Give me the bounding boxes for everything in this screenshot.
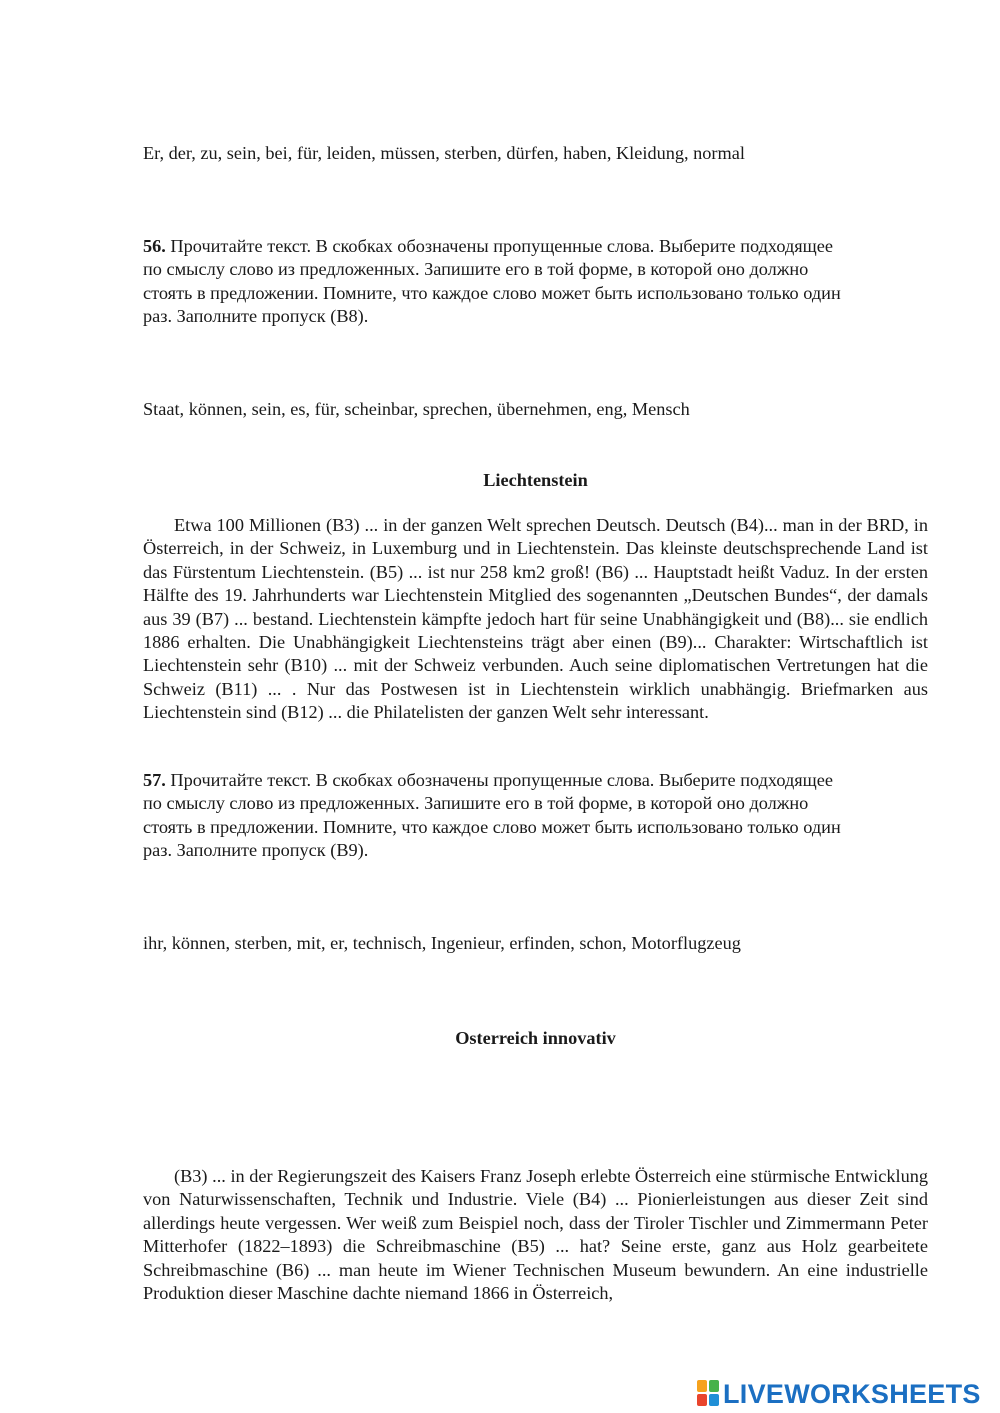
task-56-instructions: [143, 235, 928, 329]
word-list-3: ihr, können, sterben, mit, er, technisch, Ingenieur, erfinden, schon, Motorflugzeug: [143, 933, 741, 953]
text-liechtenstein-body: Etwa 100 Millionen (B3) ... in der ganzen Welt sprechen Deutsch. Deutsch (B4)... man in der BRD, in Österreich, in der Schweiz, in Luxemburg und in Liechtenstein. Das kleinste deutschsprechende Land ist das Fürstentum Liechtenstein. (B5) ... ist nur 258 km2 groß! (B6) ... Hauptstadt heißt Vaduz. In der ersten Hälfte des 19. Jahrhunderts war Liechtenstein Mitglied des sogenannten „Deutschen Bundes“, der damals aus 39 (B7) ... bestand. Liechtenstein kämpfte jedoch hart für seine Unabhängigkeit und (B8)... sie endlich 1886 erhalten. Die Unabhängigkeit Liechtensteins trägt aber einen (B9)... Charakter: Wirtschaftlich ist Liechtenstein sehr (B10) ... mit der Schweiz verbunden. Auch seine diplomatischen Vertretungen hat die Schweiz (B11) ... . Nur das Postwesen ist in Liechtenstein wirklich unabhängig. Briefmarken aus Liechtenstein sind (B12) ... die Philatelisten der ganzen Welt sehr interessant.: [143, 515, 928, 723]
liveworksheets-logo-icon: [697, 1380, 721, 1408]
heading-osterreich: Osterreich innovativ: [455, 1028, 616, 1048]
word-list-2: Staat, können, sein, es, für, scheinbar, sprechen, übernehmen, eng, Mensch: [143, 399, 690, 419]
text-osterreich-body: (B3) ... in der Regierungszeit des Kaisers Franz Joseph erlebte Österreich eine stürmische Entwicklung von Naturwissenschaften, Technik und Industrie. Viele (B4) ... Pionierleistungen aus dieser Zeit sind allerdings heute vergessen. Wer weiß zum Beispiel noch, dass der Tiroler Tischler und Zimmermann Peter Mitterhofer (1822–1893) die Schreibmaschine (B5) ... hat? Seine erste, ganz aus Holz gearbeitete Schreibmaschine (B6) ... man heute im Wiener Technischen Museum bewundern. An eine industrielle Produktion dieser Maschine dachte niemand 1866 in Österreich,: [143, 1166, 928, 1304]
task-56-line: раз. Заполните пропуск (B8).: [143, 306, 369, 327]
text-liechtenstein: [143, 514, 928, 725]
text-osterreich: [143, 1165, 928, 1305]
task-57-line: Прочитайте текст. В скобках обозначены пропущенные слова. Выберите подходящее: [165, 770, 833, 790]
heading-liechtenstein: Liechtenstein: [483, 470, 588, 490]
task-57-instructions: [143, 769, 928, 863]
task-57-line: стоять в предложении. Помните, что каждое слово может быть использовано только один: [143, 816, 841, 837]
liveworksheets-logo: [697, 1378, 981, 1410]
task-56-line: Прочитайте текст. В скобках обозначены пропущенные слова. Выберите подходящее: [165, 236, 833, 256]
liveworksheets-logo-text: LIVEWORKSHEETS: [723, 1379, 981, 1409]
task-56-line: по смыслу слово из предложенных. Запишите его в той форме, в которой оно должно: [143, 259, 809, 280]
task-57-number: 57.: [143, 770, 166, 790]
task-56-line: стоять в предложении. Помните, что каждое слово может быть использовано только один: [143, 282, 841, 303]
task-56-number: 56.: [143, 236, 166, 256]
task-57-line: раз. Заполните пропуск (B9).: [143, 840, 369, 861]
word-list-1: Er, der, zu, sein, bei, für, leiden, müssen, sterben, dürfen, haben, Kleidung, normal: [143, 143, 745, 163]
task-57-line: по смыслу слово из предложенных. Запишите его в той форме, в которой оно должно: [143, 793, 809, 814]
